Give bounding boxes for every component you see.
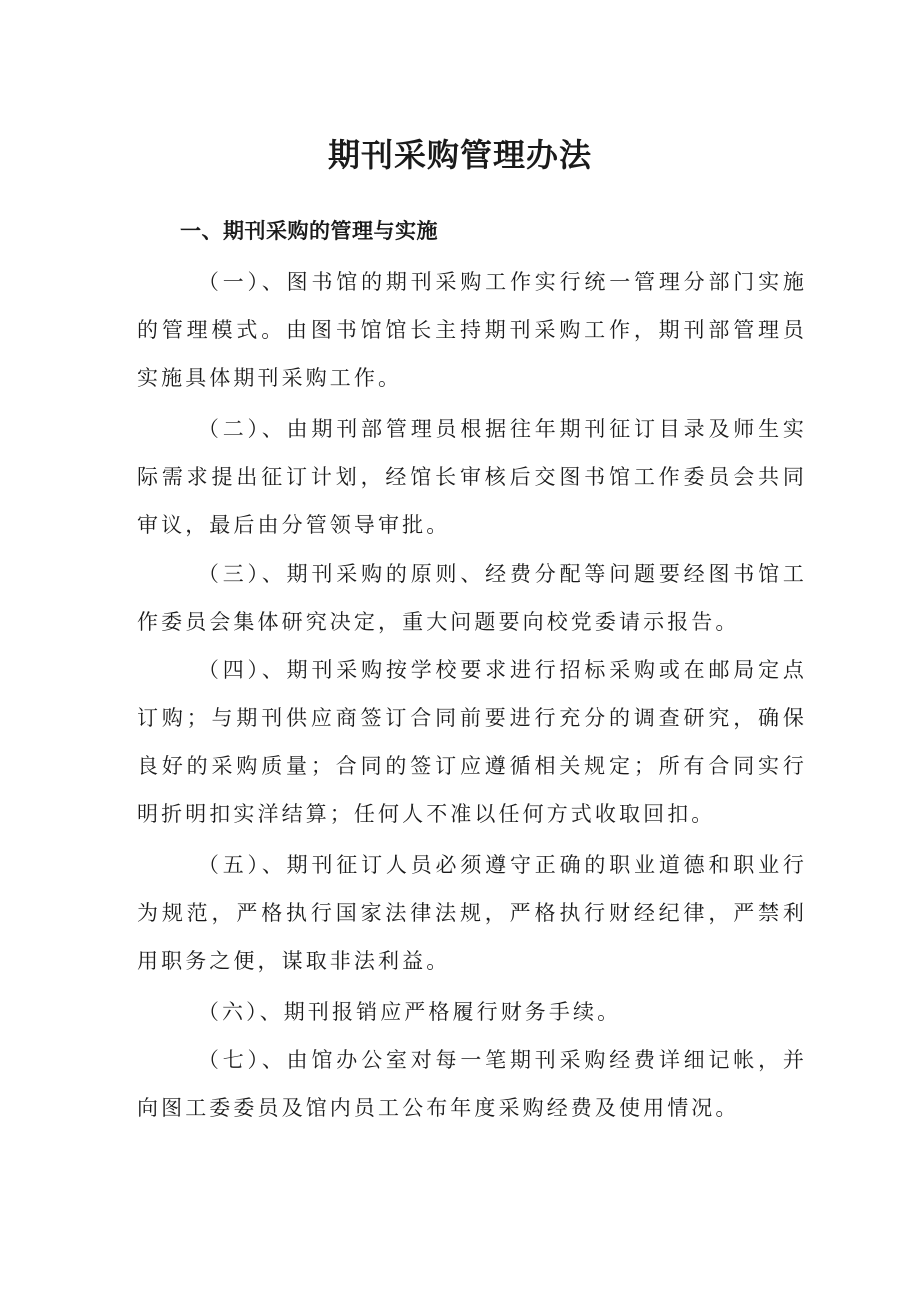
paragraph-1: （一）、图书馆的期刊采购工作实行统一管理分部门实施的管理模式。由图书馆馆长主持期刊采购工作，期刊部管理员实施具体期刊采购工作。 <box>137 270 807 390</box>
section-heading: 一、期刊采购的管理与实施 <box>180 219 438 243</box>
paragraph-4: （四）、期刊采购按学校要求进行招标采购或在邮局定点订购；与期刊供应商签订合同前要进行充分的调查研究，确保良好的采购质量；合同的签订应遵循相关规定；所有合同实行明折明扣实洋结算；任何人不准以任何方式收取回扣。 <box>137 658 807 826</box>
paragraph-3: （三）、期刊采购的原则、经费分配等问题要经图书馆工作委员会集体研究决定，重大问题要向校党委请示报告。 <box>137 562 807 634</box>
paragraph-7: （七）、由馆办公室对每一笔期刊采购经费详细记帐，并向图工委委员及馆内员工公布年度采购经费及使用情况。 <box>137 1048 807 1120</box>
paragraph-5: （五）、期刊征订人员必须遵守正确的职业道德和职业行为规范，严格执行国家法律法规，严格执行财经纪律，严禁利用职务之便，谋取非法利益。 <box>137 853 807 973</box>
document-title: 期刊采购管理办法 <box>327 136 592 174</box>
paragraph-6: （六）、期刊报销应严格履行财务手续。 <box>197 1000 622 1024</box>
paragraph-2: （二）、由期刊部管理员根据往年期刊征订目录及师生实际需求提出征订计划，经馆长审核后交图书馆工作委员会共同审议，最后由分管领导审批。 <box>137 417 807 537</box>
